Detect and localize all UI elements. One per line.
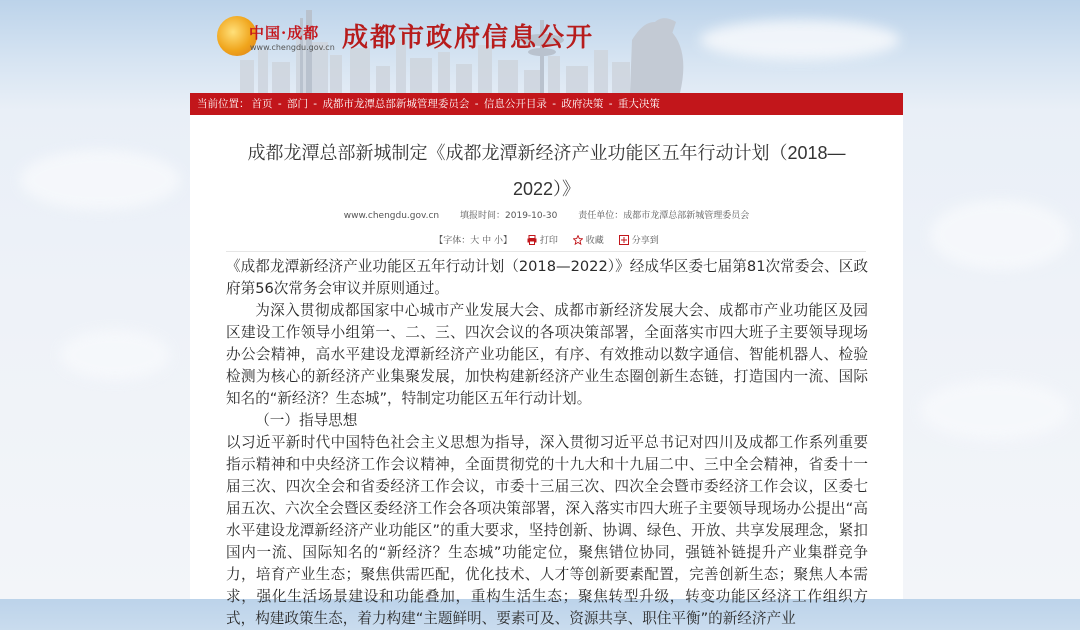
breadcrumb-separator: - <box>309 98 321 110</box>
favorite-button[interactable] <box>573 233 604 246</box>
article-title <box>190 135 903 207</box>
article-title-line: 2022）》 <box>512 179 581 199</box>
breadcrumb-item-decisions[interactable]: 政府决策 <box>561 98 604 110</box>
cloud-decoration <box>20 150 180 210</box>
star-icon <box>573 235 583 245</box>
article-meta <box>190 208 903 221</box>
cloud-decoration <box>60 330 170 380</box>
breadcrumb-separator: - <box>548 98 560 110</box>
font-size-selector[interactable]: 【字体：大 中 小】 <box>434 236 513 246</box>
breadcrumb-separator: - <box>605 98 616 110</box>
breadcrumb-item-home[interactable]: 首页 <box>251 98 273 110</box>
share-plus-icon <box>619 235 629 245</box>
section-heading: （一）指导思想 <box>255 412 358 429</box>
meta-date: 填报时间：2019-10-30 <box>460 211 558 221</box>
logo-url: www.chengdu.gov.cn <box>250 43 335 52</box>
article-title-line: 成都龙潭总部新城制定《成都龙潭新经济产业功能区五年行动计划（2018— <box>247 143 846 163</box>
logo-text: 中国·成都 <box>249 24 320 42</box>
breadcrumb-item-catalog[interactable]: 信息公开目录 <box>483 98 547 110</box>
article-body <box>226 256 868 630</box>
print-label: 打印 <box>539 236 558 246</box>
print-button[interactable] <box>527 233 558 246</box>
divider <box>226 251 866 252</box>
breadcrumb-item-major-decisions[interactable]: 重大决策 <box>617 98 660 110</box>
cloud-decoration <box>930 200 1070 270</box>
meta-source: www.chengdu.gov.cn <box>343 211 440 221</box>
favorite-label: 收藏 <box>585 236 604 246</box>
share-label: 分享到 <box>631 236 659 246</box>
meta-unit: 责任单位：成都市龙潭总部新城管理委员会 <box>578 211 750 221</box>
breadcrumb-item-department[interactable]: 部门 <box>286 98 308 110</box>
article-toolbar <box>190 233 903 246</box>
share-button[interactable] <box>619 233 659 246</box>
breadcrumb-separator: - <box>471 98 482 110</box>
cloud-decoration <box>920 380 1070 440</box>
breadcrumb-separator: - <box>274 98 285 110</box>
site-title: 成都市政府信息公开 <box>342 23 595 53</box>
article-paragraph: 《成都龙潭新经济产业功能区五年行动计划（2018—2022）》经成华区委七届第81次常委会、区政府第56次常务会审议并原则通过。 <box>226 258 868 297</box>
article-paragraph: 为深入贯彻成都国家中心城市产业发展大会、成都市新经济发展大会、成都市产业功能区及园区建设工作领导小组第一、二、三、四次会议的各项决策部署，全面落实市四大班子主要领导现场办公会精神，高水平建设龙潭新经济产业功能区，有序、有效推动以数字通信、智能机器人、检验检测为核心的新经济产业集聚发展，加快构建新经济产业生态圈创新生态链，打造国内一流、国际知名的“新经济？生态城”，特制定功能区五年行动计划。 <box>226 302 868 407</box>
breadcrumb-prefix: 当前位置： <box>197 98 250 110</box>
breadcrumb <box>190 93 903 115</box>
breadcrumb-item-committee[interactable]: 成都市龙潭总部新城管理委员会 <box>322 98 470 110</box>
article-paragraph: 以习近平新时代中国特色社会主义思想为指导，深入贯彻习近平总书记对四川及成都工作系列重要指示精神和中央经济工作会议精神，全面贯彻党的十九大和十九届二中、三中全会精神，省委十一届三次、四次全会和省委经济工作会议，市委十三届三次、四次全会暨市委经济工作会议，区委七届五次、六次全会暨区委经济工作会各项决策部署，深入落实市四大班子主要领导现场办公提出“高水平建设龙潭新经济产业功能区”的重大要求，坚持创新、协调、绿色、开放、共享发展理念，紧扣国内一流、国际知名的“新经济？生态城”功能定位，聚焦错位协同，强链补链提升产业集群竞争力，培育产业生态；聚焦供需匹配，优化技术、人才等创新要素配置，完善创新生态；聚焦人本需求，强化生活场景建设和功能叠加，重构生活生态；聚焦转型升级，转变功能区经济工作组织方式，构建政策生态，着力构建“主题鲜明、要素可及、资源共享、职住平衡”的新经济产业 <box>226 434 868 627</box>
printer-icon <box>527 235 537 245</box>
content-panel <box>190 93 903 627</box>
site-logo[interactable] <box>217 14 335 56</box>
